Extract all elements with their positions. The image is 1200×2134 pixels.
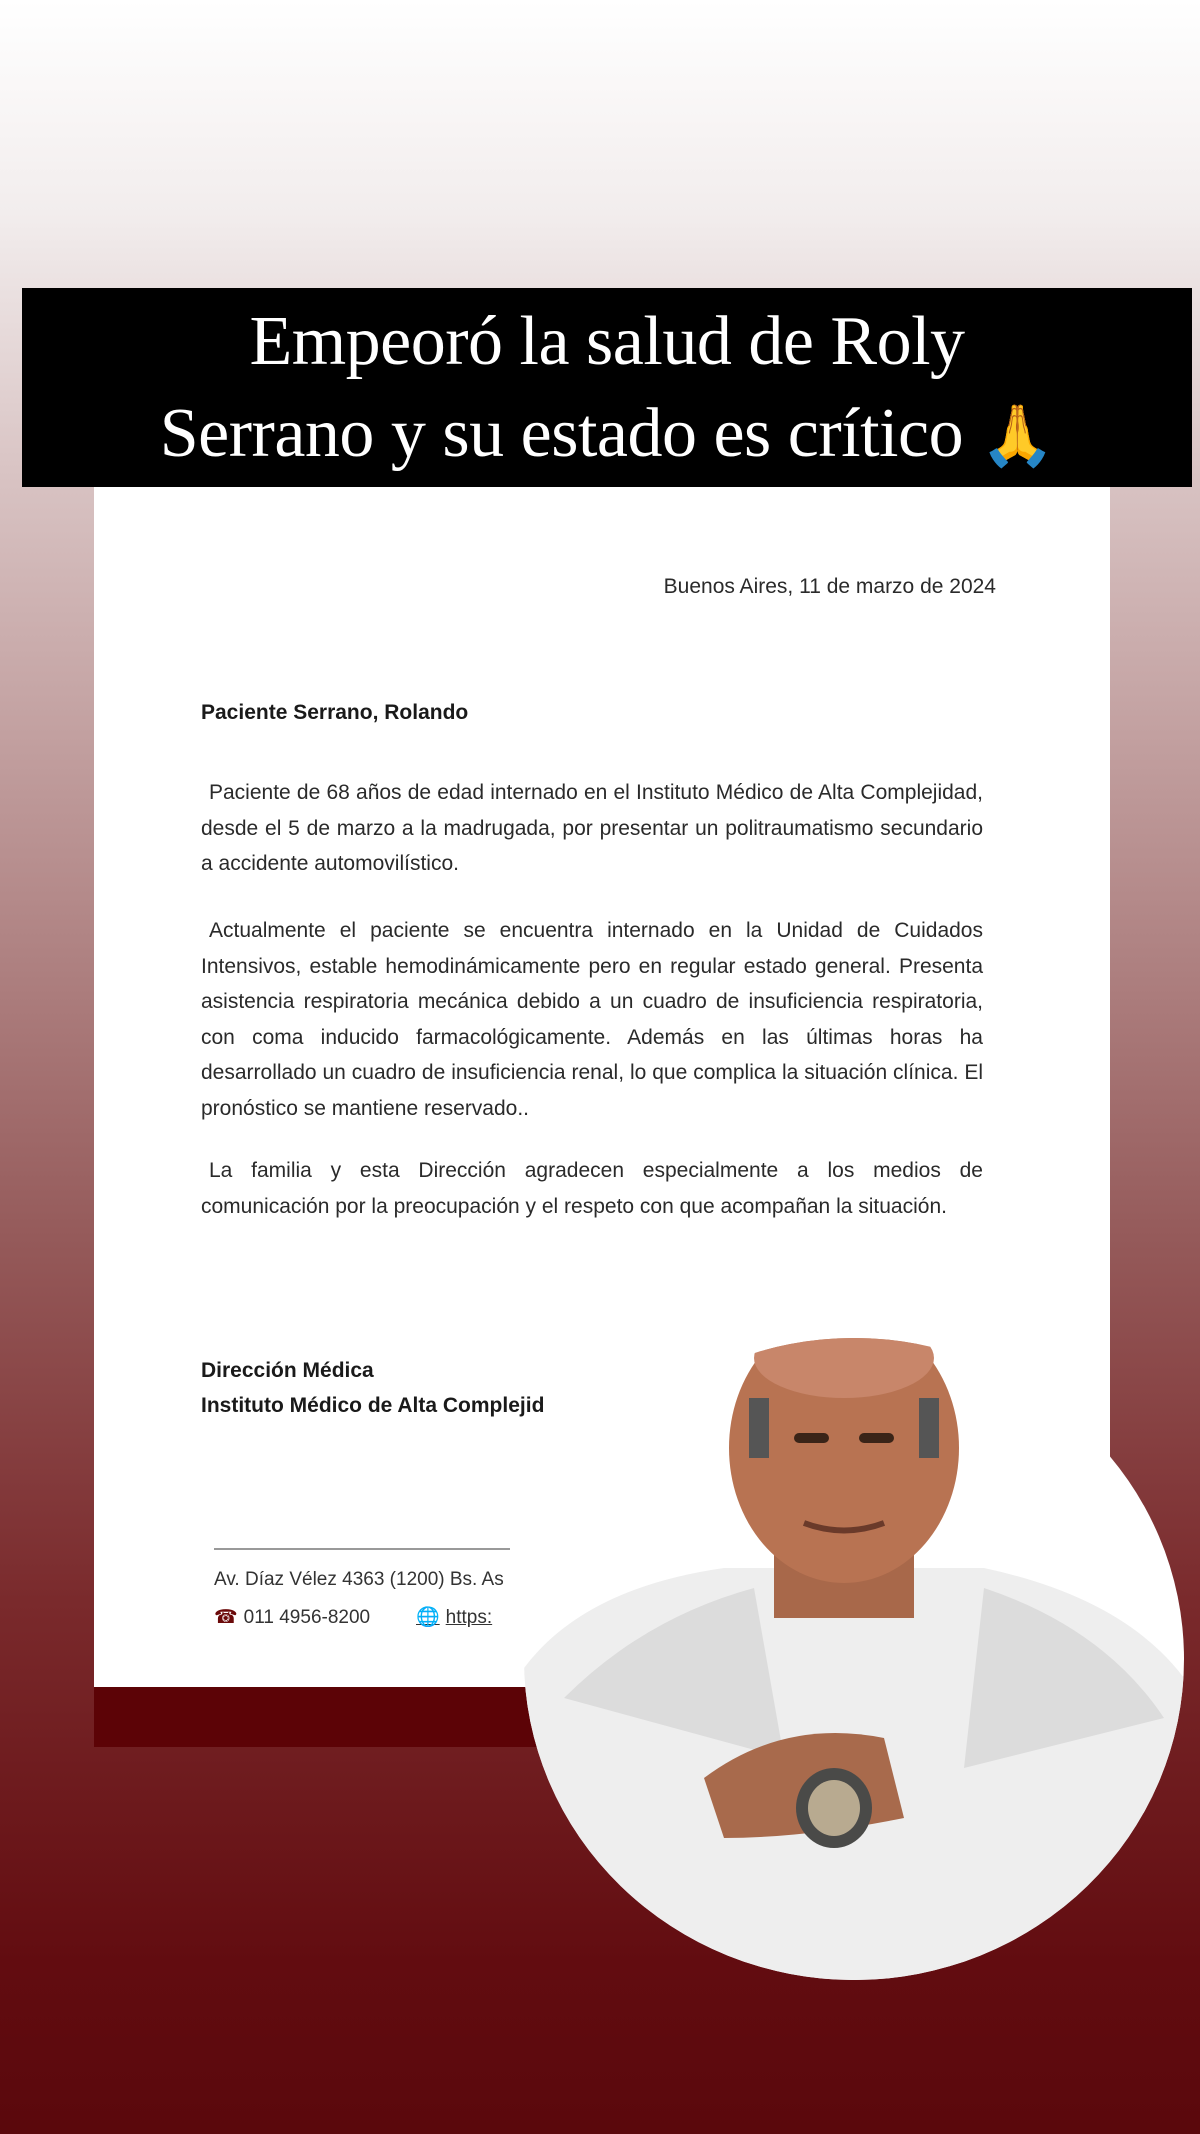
signature-department: Dirección Médica bbox=[201, 1359, 374, 1382]
headline-banner bbox=[22, 288, 1192, 487]
patient-name: Paciente Serrano, Rolando bbox=[201, 701, 469, 724]
portrait-photo bbox=[524, 1338, 1184, 1980]
letter-paragraph: La familia y esta Dirección agradecen especialmente a los medios de comunicación por la preocupación y el respeto con que acompañan la situación. bbox=[201, 1159, 983, 1218]
footer-divider bbox=[214, 1548, 510, 1550]
globe-icon: 🌐 bbox=[416, 1607, 440, 1628]
letter-paragraph: Paciente de 68 años de edad internado en el Instituto Médico de Alta Complejidad, desde el 5 de marzo a la madrugada, por presentar un politraumatismo secundario a accidente automovilístico. bbox=[201, 781, 983, 875]
letter-paragraph: Actualmente el paciente se encuentra internado en la Unidad de Cuidados Intensivos, estable hemodinámicamente pero en regular estado general. Presenta asistencia respiratoria mecánica debido a un cuadro de insuficiencia respiratoria, con coma inducido farmacológicamente. Además en las últimas horas ha desarrollado un cuadro de insuficiencia renal, lo que complica la situación clínica. El pronóstico se mantiene reservado.. bbox=[201, 919, 983, 1120]
footer-phone: ☎ 011 4956-8200 bbox=[214, 1607, 371, 1628]
phone-icon: ☎ bbox=[214, 1607, 238, 1628]
footer-address: Av. Díaz Vélez 4363 (1200) Bs. As bbox=[214, 1569, 504, 1590]
footer-website[interactable]: 🌐 https: bbox=[416, 1607, 493, 1628]
headline-line-1: Empeoró la salud de Roly bbox=[249, 303, 965, 380]
headline-line-2: Serrano y su estado es crítico 🙏 bbox=[159, 395, 1055, 472]
signature-institution: Instituto Médico de Alta Complejid bbox=[201, 1394, 545, 1417]
man-portrait-illustration bbox=[524, 1338, 1184, 1980]
praying-hands-icon: 🙏 bbox=[980, 403, 1055, 469]
letter-date: Buenos Aires, 11 de marzo de 2024 bbox=[663, 575, 996, 598]
